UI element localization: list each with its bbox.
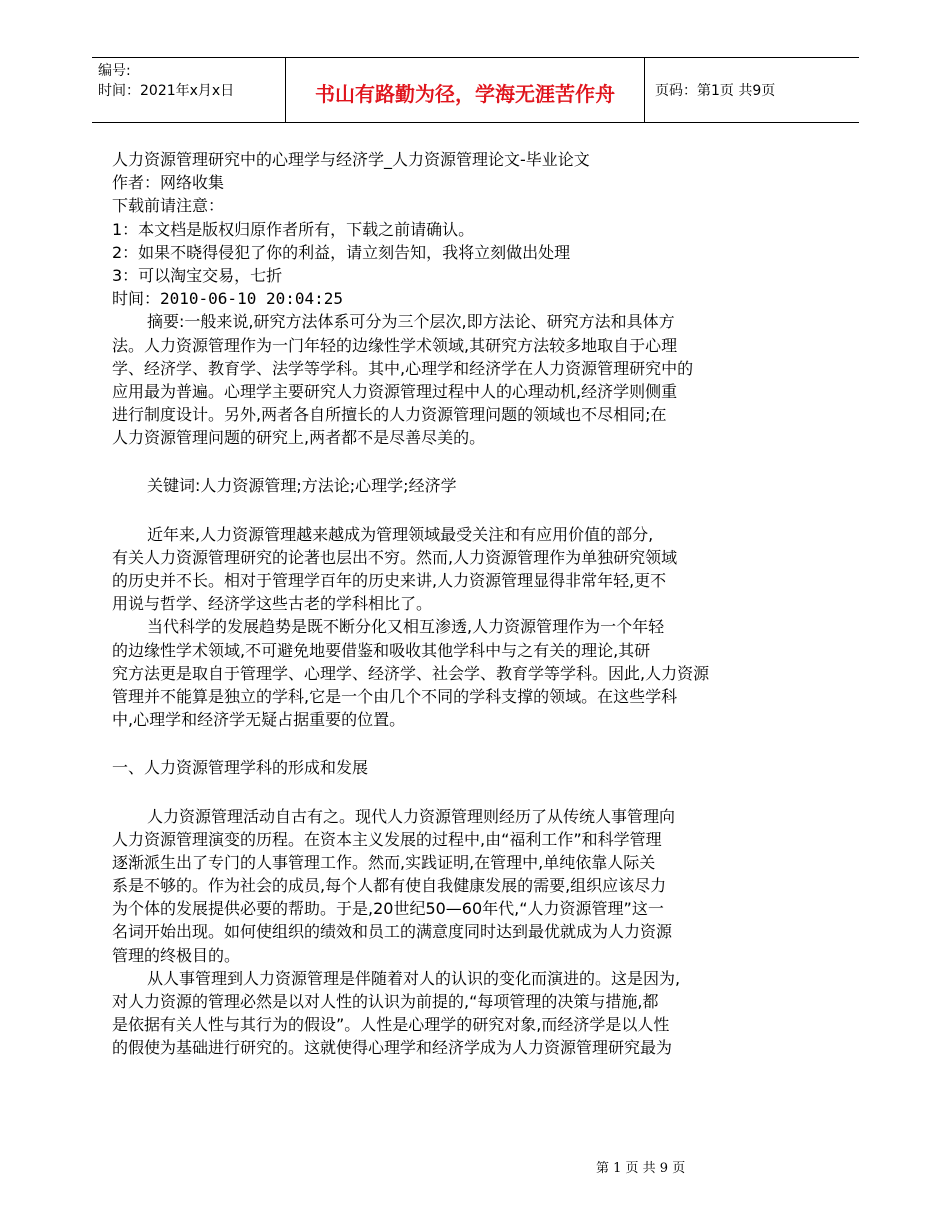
keywords-line: 关键词:人力资源管理;方法论;心理学;经济学 <box>147 476 457 496</box>
doc-author: 作者：网络收集 <box>112 173 225 193</box>
motto-text: 书山有路勤为径，学海无涯苦作舟 <box>315 82 615 106</box>
page-footer: 第 1 页 共 9 页 <box>596 1161 686 1176</box>
section-paragraph-1 <box>112 805 772 967</box>
intro-paragraph-2 <box>112 615 772 731</box>
document-body <box>112 148 772 1060</box>
text-line: 是依据有关人性与其行为的假设”。人性是心理学的研究对象,而经济学是以人性 <box>112 1015 670 1035</box>
text-line: 应用最为普遍。心理学主要研究人力资源管理过程中人的心理动机,经济学则侧重 <box>112 381 678 401</box>
text-line: 进行制度设计。另外,两者各自所擅长的人力资源管理问题的领域也不尽相同;在 <box>112 405 667 425</box>
page-info: 页码：第1页 共9页 <box>655 83 776 99</box>
notice-item-2: 2：如果不晓得侵犯了你的利益，请立刻告知，我将立刻做出处理 <box>112 242 571 262</box>
text-line: 逐渐派生出了专门的人事管理工作。然而,实践证明,在管理中,单纯依靠人际关 <box>112 852 656 872</box>
notice-item-3: 3：可以淘宝交易，七折 <box>112 265 283 285</box>
text-line: 法。人力资源管理作为一门年轻的边缘性学术领域,其研究方法较多地取自于心理 <box>112 335 678 355</box>
intro-paragraph-1 <box>112 523 772 616</box>
text-line: 人力资源管理活动自古有之。现代人力资源管理则经历了从传统人事管理向 <box>147 806 676 826</box>
section-heading: 一、人力资源管理学科的形成和发展 <box>112 758 369 778</box>
text-line: 摘要:一般来说,研究方法体系可分为三个层次,即方法论、研究方法和具体方 <box>147 312 675 332</box>
text-line: 中,心理学和经济学无疑占据重要的位置。 <box>112 710 406 730</box>
doc-time: 时间：2010-06-10 20:04:25 <box>112 289 344 309</box>
text-line: 学、经济学、教育学、法学等学科。其中,心理学和经济学在人力资源管理研究中的 <box>112 358 694 378</box>
text-line: 管理的终极目的。 <box>112 945 241 965</box>
text-line: 当代科学的发展趋势是既不断分化又相互渗透,人力资源管理作为一个年轻 <box>147 617 665 637</box>
section-paragraph-2 <box>112 967 772 1060</box>
time-label: 时间：2021年x月x日 <box>98 83 235 99</box>
text-line: 用说与哲学、经济学这些古老的学科相比了。 <box>112 594 433 614</box>
text-line: 对人力资源的管理必然是以对人性的认识为前提的,“每项管理的决策与措施,都 <box>112 992 659 1011</box>
text-line: 为个体的发展提供必要的帮助。于是,20世纪50—60年代,“人力资源管理”这一 <box>112 899 664 919</box>
doc-title: 人力资源管理研究中的心理学与经济学_人力资源管理论文-毕业论文 <box>112 150 590 169</box>
notice-heading: 下载前请注意： <box>112 196 225 216</box>
page-header <box>92 57 859 123</box>
text-line: 的假使为基础进行研究的。这就使得心理学和经济学成为人力资源管理研究最为 <box>112 1038 673 1058</box>
header-meta-cell <box>92 58 286 122</box>
number-label: 编号: <box>98 63 131 79</box>
text-line: 人力资源管理演变的历程。在资本主义发展的过程中,由“福利工作”和科学管理 <box>112 829 662 849</box>
text-line: 的边缘性学术领域,不可避免地要借鉴和吸收其他学科中与之有关的理论,其研 <box>112 640 651 660</box>
notice-item-1: 1：本文档是版权归原作者所有，下载之前请确认。 <box>112 219 475 239</box>
text-line: 的历史并不长。相对于管理学百年的历史来讲,人力资源管理显得非常年轻,更不 <box>112 571 667 590</box>
text-line: 名词开始出现。如何使组织的绩效和员工的满意度同时达到最优就成为人力资源 <box>112 922 673 942</box>
header-page-cell <box>645 58 859 122</box>
header-motto-cell <box>286 58 645 122</box>
text-line: 人力资源管理问题的研究上,两者都不是尽善尽美的。 <box>112 428 486 448</box>
text-line: 系是不够的。作为社会的成员,每个人都有使自我健康发展的需要,组织应该尽力 <box>112 876 667 896</box>
text-line: 近年来,人力资源管理越来越成为管理领域最受关注和有应用价值的部分, <box>147 524 654 544</box>
text-line: 究方法更是取自于管理学、心理学、经济学、社会学、教育学等学科。因此,人力资源 <box>112 663 710 683</box>
text-line: 管理并不能算是独立的学科,它是一个由几个不同的学科支撑的领域。在这些学科 <box>112 686 678 706</box>
text-line: 从人事管理到人力资源管理是伴随着对人的认识的变化而演进的。这是因为, <box>147 968 681 988</box>
abstract-paragraph <box>112 310 772 449</box>
text-line: 有关人力资源管理研究的论著也层出不穷。然而,人力资源管理作为单独研究领域 <box>112 547 678 567</box>
